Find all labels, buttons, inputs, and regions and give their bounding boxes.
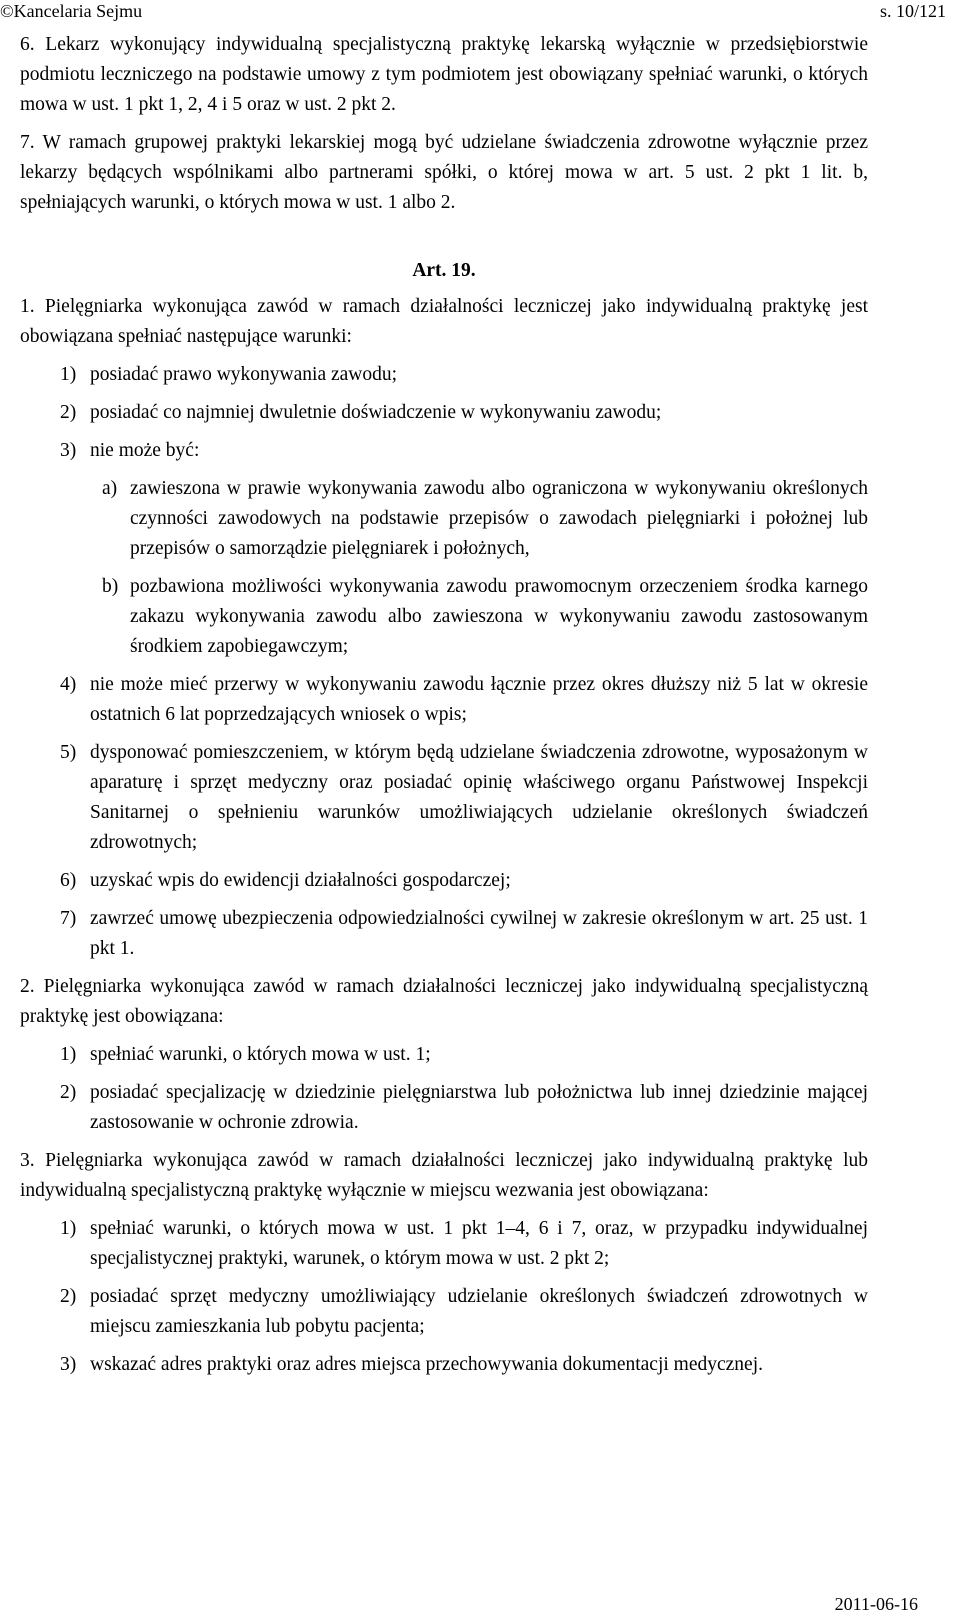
sub-item-text: zawieszona w prawie wykonywania zawodu albo ograniczona w wykonywaniu określonych czynności zawodowych na podstawie przepisów o zawodach pielęgniarki i położnej lub przepisów o samorządzie pielęgniarek i położnych,	[130, 478, 868, 559]
sub-item-letter: b)	[102, 576, 119, 597]
item-text: posiadać specjalizację w dziedzinie pielęgniarstwa lub położnictwa lub innej dziedzinie mającej zastosowanie w ochronie zdrowia.	[90, 1082, 868, 1133]
sub-list-item	[102, 572, 868, 662]
list-item	[60, 1350, 868, 1380]
list-item	[60, 360, 868, 390]
list-item	[60, 1078, 868, 1138]
list-item	[60, 398, 868, 428]
list-item	[60, 904, 868, 964]
item-number: 3)	[60, 440, 77, 461]
header-publisher: ©Kancelaria Sejmu	[0, 1, 143, 21]
document-body	[20, 30, 868, 1388]
list-item	[60, 866, 868, 896]
item-text: zawrzeć umowę ubezpieczenia odpowiedzialności cywilnej w zakresie określonym w art. 25 ust. 1 pkt 1.	[90, 908, 868, 959]
sub-list-item	[102, 474, 868, 564]
section-3-intro: 3. Pielęgniarka wykonująca zawód w ramach działalności leczniczej jako indywidualną praktykę lub indywidualną specjalistyczną praktykę wyłącznie w miejscu wezwania jest obowiązana:	[20, 1150, 868, 1201]
item-text: nie może mieć przerwy w wykonywaniu zawodu łącznie przez okres dłuższy niż 5 lat w okresie ostatnich 6 lat poprzedzających wniosek o wpis;	[90, 674, 868, 725]
list-item	[60, 1040, 868, 1070]
item-number: 3)	[60, 1354, 77, 1375]
item-number: 1)	[60, 1218, 77, 1239]
sub-item-letter: a)	[102, 478, 118, 499]
list-item	[60, 1282, 868, 1342]
page-number: s. 10/121	[879, 1, 946, 21]
article-title: Art. 19.	[412, 260, 476, 281]
item-number: 1)	[60, 1044, 77, 1065]
list-item	[60, 670, 868, 730]
item-number: 1)	[60, 364, 77, 385]
item-text: posiadać sprzęt medyczny umożliwiający udzielanie określonych świadczeń zdrowotnych w miejscu zamieszkania lub pobytu pacjenta;	[90, 1286, 868, 1337]
item-text: uzyskać wpis do ewidencji działalności gospodarczej;	[90, 870, 511, 891]
item-text: posiadać prawo wykonywania zawodu;	[90, 364, 398, 385]
paragraph-6: 6. Lekarz wykonujący indywidualną specjalistyczną praktykę lekarską wyłącznie w przedsiębiorstwie podmiotu leczniczego na podstawie umowy z tym podmiotem jest obowiązany spełniać warunki, o których mowa w ust. 1 pkt 1, 2, 4 i 5 oraz w ust. 2 pkt 2.	[20, 34, 868, 115]
item-number: 5)	[60, 742, 77, 763]
item-number: 2)	[60, 1082, 77, 1103]
list-item	[60, 436, 868, 466]
item-text: wskazać adres praktyki oraz adres miejsca przechowywania dokumentacji medycznej.	[90, 1354, 763, 1375]
item-text: dysponować pomieszczeniem, w którym będą udzielane świadczenia zdrowotne, wyposażonym w aparaturę i sprzęt medyczny oraz posiadać opinię właściwego organu Państwowej Inspekcji Sanitarnej o spełnieniu warunków umożliwiających udzielanie określonych świadczeń zdrowotnych;	[90, 742, 868, 853]
paragraph-7: 7. W ramach grupowej praktyki lekarskiej mogą być udzielane świadczenia zdrowotne wyłącznie przez lekarzy będących wspólnikami albo partnerami spółki, o której mowa w art. 5 ust. 2 pkt 1 lit. b, spełniających warunki, o których mowa w ust. 1 albo 2.	[20, 132, 868, 213]
item-text: posiadać co najmniej dwuletnie doświadczenie w wykonywaniu zawodu;	[90, 402, 662, 423]
item-number: 6)	[60, 870, 77, 891]
item-number: 2)	[60, 402, 77, 423]
section-2-intro: 2. Pielęgniarka wykonująca zawód w ramach działalności leczniczej jako indywidualną specjalistyczną praktykę jest obowiązana:	[20, 976, 868, 1027]
item-text: spełniać warunki, o których mowa w ust. 1;	[90, 1044, 431, 1065]
item-number: 7)	[60, 908, 77, 929]
footer-date: 2011-06-16	[834, 1594, 918, 1614]
item-number: 4)	[60, 674, 77, 695]
section-1-intro: 1. Pielęgniarka wykonująca zawód w ramach działalności leczniczej jako indywidualną praktykę jest obowiązana spełniać następujące warunki:	[20, 296, 868, 347]
item-text: spełniać warunki, o których mowa w ust. 1 pkt 1–4, 6 i 7, oraz, w przypadku indywidualnej specjalistycznej praktyki, warunek, o którym mowa w ust. 2 pkt 2;	[90, 1218, 868, 1269]
item-number: 2)	[60, 1286, 77, 1307]
sub-item-text: pozbawiona możliwości wykonywania zawodu prawomocnym orzeczeniem środka karnego zakazu wykonywania zawodu albo zawieszona w wykonywaniu zawodu zastosowanym środkiem zapobiegawczym;	[130, 576, 868, 657]
list-item	[60, 1214, 868, 1274]
item-text: nie może być:	[90, 440, 200, 461]
list-item	[60, 738, 868, 858]
